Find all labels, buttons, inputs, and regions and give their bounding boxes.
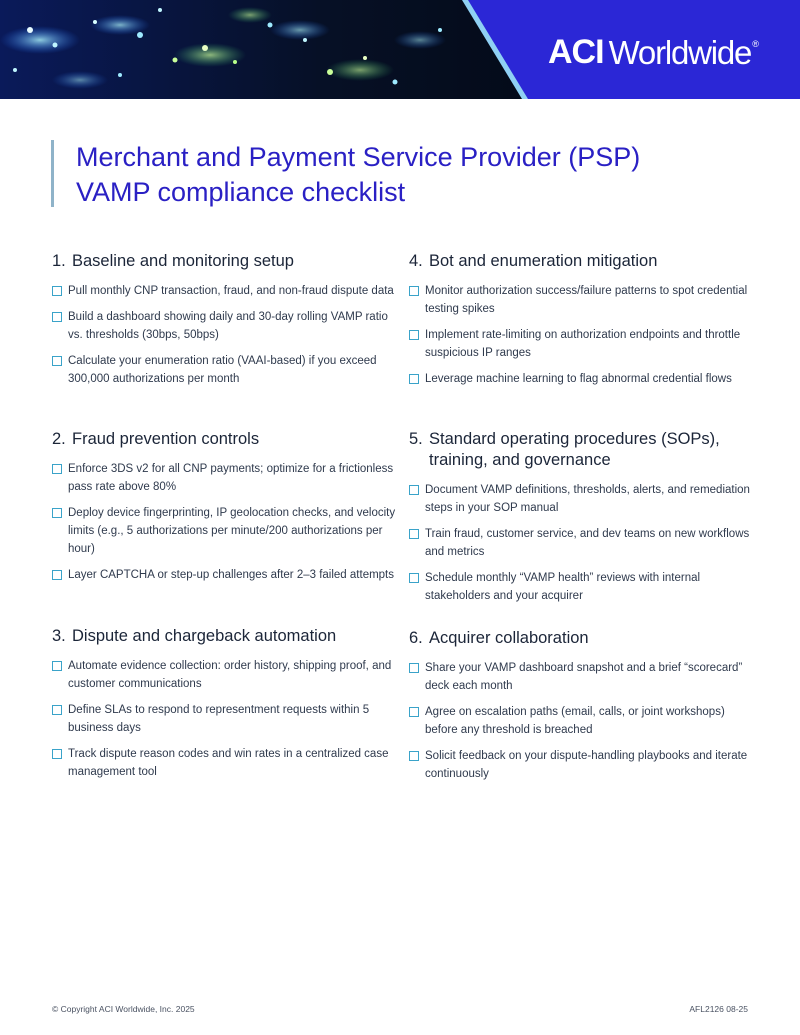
section-heading [52, 429, 402, 450]
section-heading [52, 626, 402, 647]
section-number: 1. [52, 252, 66, 270]
section-heading [409, 429, 754, 471]
logo-aci-text: ACI [548, 33, 604, 71]
checklist-item-text: Monitor authorization success/failure patterns to spot credential testing spikes [425, 285, 748, 315]
checklist-item[interactable] [52, 352, 402, 388]
checklist-item[interactable] [409, 326, 754, 362]
section-sops-governance [409, 429, 754, 613]
page-title-line-1: Merchant and Payment Service Provider (PSP) [76, 142, 641, 172]
checkbox-icon[interactable] [409, 573, 419, 583]
checklist-item[interactable] [52, 460, 402, 496]
checklist-item-text: Solicit feedback on your dispute-handling playbooks and iterate continuously [425, 750, 748, 780]
section-fraud-prevention [52, 429, 402, 592]
checklist-item-text: Implement rate-limiting on authorization endpoints and throttle suspicious IP ranges [425, 329, 741, 359]
page-title-line-2: VAMP compliance checklist [76, 177, 406, 207]
checklist-item[interactable] [409, 569, 754, 605]
checklist-item-text: Layer CAPTCHA or step-up challenges after 2–3 failed attempts [68, 569, 395, 581]
section-title: Dispute and chargeback automation [72, 627, 337, 645]
checklist-item[interactable] [52, 504, 402, 558]
checklist-item-text: Document VAMP definitions, thresholds, alerts, and remediation steps in your SOP manual [425, 484, 750, 514]
checkbox-icon[interactable] [52, 570, 62, 580]
logo-worldwide-text: Worldwide [608, 33, 752, 71]
checklist-item-text: Train fraud, customer service, and dev teams on new workflows and metrics [425, 528, 750, 558]
checkbox-icon[interactable] [409, 485, 419, 495]
section-title: Standard operating procedures (SOPs), training, and governance [429, 430, 720, 469]
checklist-item[interactable] [52, 282, 402, 300]
checklist-item[interactable] [409, 703, 754, 739]
checklist-item[interactable] [52, 308, 402, 344]
section-number: 3. [52, 627, 66, 645]
checklist-item[interactable] [409, 282, 754, 318]
section-number: 5. [409, 430, 423, 448]
footer-copyright: © Copyright ACI Worldwide, Inc. 2025 [52, 1004, 195, 1014]
checklist-item-text: Enforce 3DS v2 for all CNP payments; optimize for a frictionless pass rate above 80% [68, 463, 394, 493]
footer-doc-code: AFL2126 08-25 [689, 1004, 748, 1014]
section-number: 2. [52, 430, 66, 448]
title-accent-bar [51, 140, 54, 207]
checkbox-icon[interactable] [52, 508, 62, 518]
section-heading [409, 251, 754, 272]
checkbox-icon[interactable] [52, 749, 62, 759]
checkbox-icon[interactable] [409, 330, 419, 340]
registered-mark: ® [752, 39, 759, 49]
checkbox-icon[interactable] [409, 374, 419, 384]
checklist-item-text: Pull monthly CNP transaction, fraud, and non-fraud dispute data [68, 285, 394, 297]
checkbox-icon[interactable] [52, 356, 62, 366]
aci-worldwide-logo [548, 33, 759, 71]
checklist-item-text: Share your VAMP dashboard snapshot and a brief “scorecard” deck each month [425, 662, 743, 692]
checkbox-icon[interactable] [409, 663, 419, 673]
checklist-item[interactable] [409, 370, 754, 388]
checklist-item-text: Leverage machine learning to flag abnormal credential flows [425, 373, 732, 385]
checklist-item-text: Build a dashboard showing daily and 30-day rolling VAMP ratio vs. thresholds (30bps, 50bps) [68, 311, 388, 341]
checkbox-icon[interactable] [409, 707, 419, 717]
checklist-item-text: Agree on escalation paths (email, calls, or joint workshops) before any threshold is breached [425, 706, 725, 736]
section-heading [409, 628, 754, 649]
section-title: Acquirer collaboration [429, 629, 589, 647]
checklist-item[interactable] [52, 701, 402, 737]
checkbox-icon[interactable] [52, 312, 62, 322]
checklist-item-text: Calculate your enumeration ratio (VAAI-based) if you exceed 300,000 authorizations per month [68, 355, 377, 385]
checkbox-icon[interactable] [52, 464, 62, 474]
checklist-item-text: Define SLAs to respond to representment requests within 5 business days [68, 704, 370, 734]
section-dispute-automation [52, 626, 402, 789]
checklist-item[interactable] [52, 745, 402, 781]
checkbox-icon[interactable] [52, 705, 62, 715]
section-bot-mitigation [409, 251, 754, 396]
checkbox-icon[interactable] [52, 661, 62, 671]
checklist-item-text: Track dispute reason codes and win rates in a centralized case management tool [68, 748, 389, 778]
section-title: Baseline and monitoring setup [72, 252, 294, 270]
section-acquirer-collaboration [409, 628, 754, 791]
checklist-item[interactable] [409, 481, 754, 517]
section-baseline-monitoring [52, 251, 402, 396]
checkbox-icon[interactable] [409, 751, 419, 761]
section-number: 6. [409, 629, 423, 647]
checkbox-icon[interactable] [409, 286, 419, 296]
checklist-item-text: Deploy device fingerprinting, IP geolocation checks, and velocity limits (e.g., 5 authorizations per minute/200 authorizations per hour) [68, 507, 396, 555]
section-heading [52, 251, 402, 272]
section-title: Fraud prevention controls [72, 430, 260, 448]
checklist-item[interactable] [409, 659, 754, 695]
checklist-item[interactable] [52, 657, 402, 693]
header-banner [0, 0, 800, 99]
checklist-item[interactable] [409, 525, 754, 561]
checklist-item[interactable] [52, 566, 402, 584]
section-title: Bot and enumeration mitigation [429, 252, 658, 270]
checklist-item-text: Automate evidence collection: order history, shipping proof, and customer communications [68, 660, 392, 690]
checklist-item-text: Schedule monthly “VAMP health” reviews with internal stakeholders and your acquirer [425, 572, 701, 602]
section-number: 4. [409, 252, 423, 270]
checklist-item[interactable] [409, 747, 754, 783]
checkbox-icon[interactable] [409, 529, 419, 539]
page-title [76, 140, 756, 210]
checkbox-icon[interactable] [52, 286, 62, 296]
